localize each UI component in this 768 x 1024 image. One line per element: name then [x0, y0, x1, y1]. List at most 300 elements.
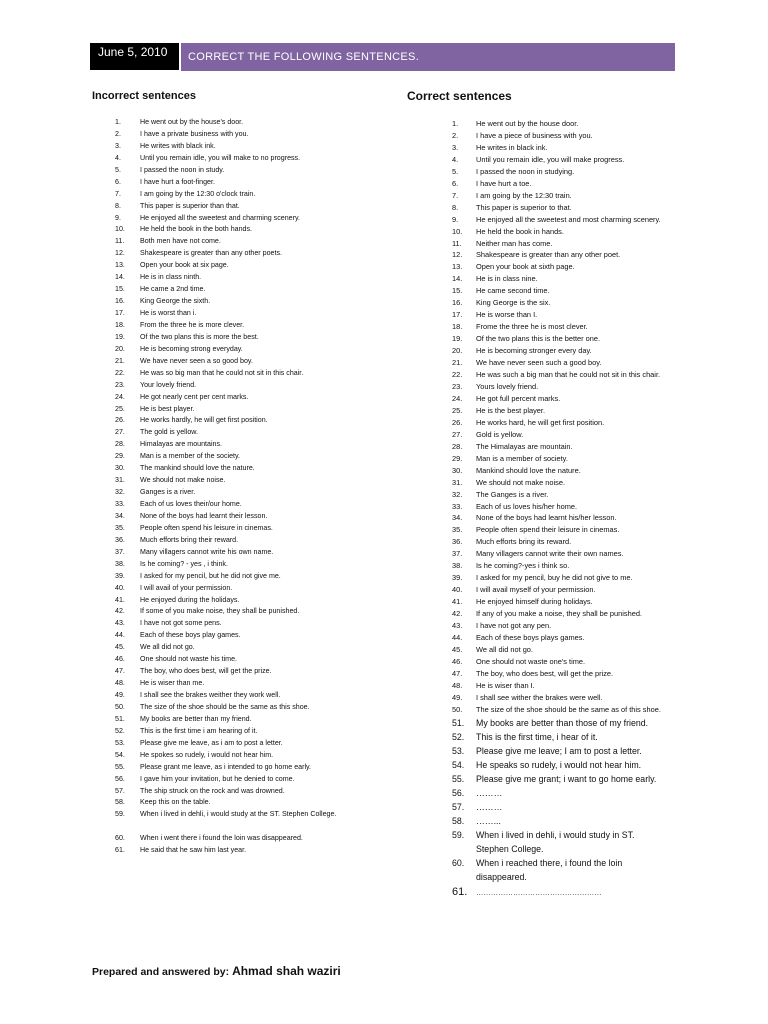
- incorrect-sentence-item: [115, 726, 395, 738]
- sentence-text: He works hardly, he will get first position.: [140, 416, 268, 425]
- sentence-text: Gold is yellow.: [476, 429, 524, 439]
- item-number: 35.: [452, 525, 463, 535]
- item-number: 29.: [452, 453, 463, 463]
- sentence-text: Shakespeare is greater than any other poet.: [476, 250, 621, 260]
- footer-label: Prepared and answered by:: [92, 966, 233, 978]
- incorrect-sentence-item: [115, 248, 395, 260]
- item-number: 29.: [115, 452, 125, 461]
- sentence-text: He is worst than i.: [140, 309, 197, 317]
- sentence-text: ……...: [476, 815, 501, 826]
- correct-sentence-item: [452, 309, 664, 321]
- item-number: 59.: [115, 810, 125, 819]
- sentence-text: We should not make noise.: [140, 476, 226, 485]
- sentence-text: He enjoyed all the sweetest and charming scenery.: [140, 213, 300, 222]
- sentence-text: ……………………………………………: [476, 888, 602, 898]
- sentence-text: Many villagers cannot write his own name.: [140, 547, 274, 556]
- item-number: 1.: [115, 118, 121, 126]
- item-number: 22.: [115, 368, 125, 377]
- item-number: 56.: [452, 787, 465, 798]
- sentence-text: Each of us loves their/our home.: [140, 500, 242, 508]
- incorrect-sentence-item: [115, 332, 395, 344]
- incorrect-sentence-item: [115, 535, 395, 547]
- incorrect-sentence-item: [115, 451, 395, 463]
- sentence-text: Is he coming?-yes i think so.: [476, 561, 570, 571]
- correct-sentence-item: [452, 142, 664, 154]
- item-number: 2.: [452, 130, 459, 140]
- item-number: 47.: [115, 667, 125, 676]
- item-number: 59.: [452, 830, 465, 841]
- item-number: 53.: [115, 738, 125, 747]
- item-number: 16.: [115, 297, 125, 306]
- item-number: 22.: [452, 370, 463, 380]
- correct-sentence-item: [452, 501, 664, 513]
- item-number: 58.: [452, 815, 465, 826]
- sentence-text: This is the first time, i hear of it.: [476, 731, 598, 742]
- incorrect-sentence-item: [115, 392, 395, 404]
- sentence-text: None of the boys had learnt their lesson.: [140, 511, 268, 520]
- incorrect-sentence-item: [115, 654, 395, 666]
- correct-sentence-item: [452, 453, 664, 465]
- correct-sentence-item: [452, 345, 664, 357]
- sentence-text: I have not got any pen.: [476, 621, 552, 631]
- item-number: 33.: [115, 500, 125, 508]
- sentence-text: ………: [476, 787, 503, 798]
- item-number: 8.: [452, 202, 459, 212]
- item-number: 40.: [115, 583, 125, 592]
- item-number: 20.: [452, 346, 463, 356]
- correct-sentence-item: [452, 758, 664, 772]
- item-number: 40.: [452, 585, 463, 595]
- item-number: 9.: [115, 213, 121, 222]
- sentence-text: My books are better than those of my friend.: [476, 717, 649, 728]
- item-number: 57.: [115, 786, 125, 795]
- sentence-text: Neither man has come.: [476, 238, 553, 248]
- item-number: 5.: [115, 165, 121, 174]
- item-number: 54.: [115, 750, 125, 759]
- incorrect-sentence-item: [115, 415, 395, 427]
- incorrect-sentence-item: [115, 475, 395, 487]
- correct-sentence-item: [452, 814, 664, 828]
- correct-sentence-item: [452, 118, 664, 130]
- incorrect-sentence-item: [115, 499, 395, 511]
- item-number: 48.: [115, 679, 125, 688]
- correct-sentence-item: [452, 357, 664, 369]
- correct-heading: Correct sentences: [407, 89, 512, 103]
- incorrect-sentence-item: [115, 642, 395, 654]
- correct-sentence-item: [452, 261, 664, 273]
- item-number: 30.: [452, 465, 463, 475]
- incorrect-sentence-item: [115, 523, 395, 535]
- item-number: 27.: [115, 428, 125, 437]
- incorrect-sentence-item: [115, 595, 395, 607]
- author-name: Ahmad shah waziri: [232, 964, 341, 978]
- item-number: 42.: [115, 607, 125, 616]
- sentence-text: People often spend his leisure in cinemas.: [140, 523, 273, 532]
- sentence-text: Open your book at six page.: [140, 261, 229, 270]
- incorrect-sentence-item: [115, 702, 395, 714]
- item-number: 56.: [115, 774, 125, 783]
- correct-sentence-item: [452, 321, 664, 333]
- incorrect-sentence-item: [115, 559, 395, 571]
- sentence-text: He enjoyed himself during holidays.: [476, 597, 593, 607]
- item-number: 53.: [452, 745, 465, 756]
- incorrect-sentence-item: [115, 463, 395, 475]
- sentence-text: The size of the shoe should be the same as this shoe.: [140, 702, 310, 711]
- sentence-text: I have a piece of business with you.: [476, 130, 593, 140]
- correct-sentence-item: [452, 393, 664, 405]
- correct-sentence-item: [452, 285, 664, 297]
- item-number: 8.: [115, 201, 121, 210]
- incorrect-sentence-item: [115, 583, 395, 595]
- correct-sentence-item: [452, 548, 664, 560]
- incorrect-sentence-item: [115, 487, 395, 499]
- page-title: CORRECT THE FOLLOWING SENTENCES.: [181, 43, 675, 71]
- item-number: 39.: [115, 571, 125, 580]
- sentence-text: Shakespeare is greater than any other poets.: [140, 249, 282, 258]
- correct-sentence-item: [452, 477, 664, 489]
- sentence-text: Each of these boys play games.: [140, 631, 241, 640]
- sentence-text: One should not waste one's time.: [476, 656, 586, 666]
- item-number: 57.: [452, 801, 465, 812]
- incorrect-sentence-item: [115, 177, 395, 189]
- incorrect-sentence-item: [115, 678, 395, 690]
- item-number: 31.: [452, 477, 463, 487]
- sentence-text: He works hard, he will get first position.: [476, 417, 605, 427]
- incorrect-sentence-item: [115, 618, 395, 630]
- correct-sentence-item: [452, 512, 664, 524]
- item-number: 26.: [452, 417, 463, 427]
- incorrect-sentence-item: [115, 308, 395, 320]
- incorrect-sentence-item: [115, 380, 395, 392]
- item-number: 24.: [452, 393, 463, 403]
- sentence-text: He came a 2nd time.: [140, 285, 206, 294]
- sentence-text: Is he coming? - yes , i think.: [140, 559, 228, 568]
- correct-sentence-item: [452, 405, 664, 417]
- correct-sentence-item: [452, 608, 664, 620]
- incorrect-sentence-item: [115, 738, 395, 750]
- sentence-text: He got full percent marks.: [476, 393, 561, 403]
- sentence-text: My books are better than my friend.: [140, 714, 252, 723]
- correct-sentence-item: [452, 465, 664, 477]
- sentence-text: He is the best player.: [476, 405, 546, 415]
- correct-sentence-item: [452, 620, 664, 632]
- sentence-text: When i went there i found the loin was disappeared.: [140, 834, 303, 843]
- sentence-text: People often spend their leisure in cinemas.: [476, 525, 620, 535]
- sentence-text: We all did not go.: [476, 644, 533, 654]
- correct-sentence-item: [452, 202, 664, 214]
- item-number: 61.: [452, 886, 468, 899]
- sentence-text: I shall see wither the brakes were well.: [476, 692, 603, 702]
- correct-sentence-item: [452, 668, 664, 680]
- sentence-text: He got nearly cent per cent marks.: [140, 392, 249, 401]
- incorrect-sentence-item: [115, 224, 395, 236]
- correct-sentence-item: [452, 800, 664, 814]
- sentence-text: Many villagers cannot write their own names.: [476, 549, 624, 559]
- item-number: 11.: [452, 238, 462, 248]
- sentence-text: I have hurt a foot-finger.: [140, 177, 215, 186]
- sentence-text: He is wiser than I.: [476, 680, 535, 690]
- sentence-text: He was such a big man that he could not sit in this chair.: [476, 370, 661, 380]
- incorrect-sentence-item: [115, 750, 395, 762]
- sentence-text: We have never seen such a good boy.: [476, 358, 602, 368]
- correct-sentence-item: [452, 536, 664, 548]
- sentence-text: When i lived in dehli, i would study in ST. Stephen College.: [476, 830, 635, 855]
- correct-sentence-item: [452, 716, 664, 730]
- item-number: 14.: [115, 273, 125, 282]
- correct-sentence-item: [452, 596, 664, 608]
- sentence-text: Both men have not come.: [140, 237, 221, 246]
- sentence-text: I have hurt a toe.: [476, 178, 532, 188]
- item-number: 26.: [115, 416, 125, 425]
- item-number: 37.: [452, 549, 463, 559]
- item-number: 6.: [115, 177, 121, 186]
- sentence-text: This is the first time i am hearing of it.: [140, 726, 258, 735]
- item-number: 60.: [452, 858, 465, 869]
- sentence-text: This paper is superior to that.: [476, 202, 572, 212]
- incorrect-sentence-item: [115, 129, 395, 141]
- item-number: 3.: [115, 141, 121, 150]
- incorrect-sentence-item: [115, 571, 395, 583]
- sentence-text: I have a private business with you.: [140, 129, 249, 138]
- incorrect-sentence-item: [115, 344, 395, 356]
- sentence-text: Man is a member of the society.: [140, 452, 241, 461]
- sentence-text: He came second time.: [476, 286, 550, 296]
- item-number: 17.: [452, 310, 463, 320]
- incorrect-sentence-item: [115, 272, 395, 284]
- item-number: 39.: [452, 573, 463, 583]
- sentence-text: I shall see the brakes weither they work well.: [140, 691, 281, 699]
- sentence-text: Himalayas are mountains.: [140, 440, 223, 449]
- sentence-text: If some of you make noise, they shall be punished.: [140, 607, 300, 616]
- item-number: 35.: [115, 523, 125, 532]
- sentence-text: Keep this on the table.: [140, 798, 211, 807]
- incorrect-sentence-item: [115, 630, 395, 642]
- sentence-text: Of the two plans this is the better one.: [476, 334, 601, 344]
- item-number: 12.: [452, 250, 463, 260]
- item-number: 55.: [115, 762, 125, 771]
- sentence-text: The boy, who does best, will get the prize.: [476, 668, 614, 678]
- sentence-text: Mankind should love the nature.: [476, 465, 581, 475]
- item-number: 50.: [115, 702, 125, 711]
- item-number: 44.: [452, 632, 463, 642]
- item-number: 60.: [115, 834, 125, 843]
- incorrect-sentence-item: [115, 236, 395, 248]
- item-number: 47.: [452, 668, 463, 678]
- item-number: 43.: [115, 619, 125, 628]
- item-number: 1.: [452, 119, 459, 128]
- sentence-text: None of the boys had learnt his/her lesson.: [476, 513, 617, 523]
- incorrect-sentence-item: [115, 606, 395, 618]
- item-number: 24.: [115, 392, 125, 401]
- correct-sentence-item: [452, 178, 664, 190]
- incorrect-sentence-item: [115, 117, 395, 129]
- correct-sentence-item: [452, 572, 664, 584]
- item-number: 38.: [115, 559, 125, 568]
- item-number: 32.: [115, 488, 125, 497]
- sentence-text: He is wiser than me.: [140, 679, 205, 688]
- incorrect-sentence-item: [115, 547, 395, 559]
- item-number: 32.: [452, 489, 463, 499]
- sentence-text: He is in class nine.: [476, 274, 538, 284]
- item-number: 51.: [452, 717, 465, 728]
- item-number: 21.: [115, 356, 125, 365]
- incorrect-sentence-item: [115, 141, 395, 153]
- sentence-text: Man is a member of society.: [476, 453, 568, 463]
- incorrect-sentence-item: [115, 786, 395, 798]
- item-number: 61.: [115, 846, 125, 855]
- item-number: 48.: [452, 680, 463, 690]
- incorrect-sentence-item: [115, 260, 395, 272]
- incorrect-sentence-item: [115, 714, 395, 726]
- item-number: 7.: [452, 190, 459, 200]
- incorrect-sentence-item: [115, 774, 395, 786]
- item-number: 37.: [115, 547, 125, 556]
- correct-sentence-item: [452, 238, 664, 250]
- item-number: 19.: [115, 332, 125, 341]
- sentence-text: He writes with black ink.: [140, 141, 216, 150]
- sentence-text: I passed the noon in study.: [140, 165, 225, 174]
- sentence-text: He went out by the house door.: [476, 119, 579, 128]
- item-number: 10.: [115, 225, 125, 234]
- item-number: 30.: [115, 464, 125, 473]
- correct-sentence-item: [452, 249, 664, 261]
- sentence-text: He held the book in hands.: [476, 226, 564, 236]
- correct-sentence-item: [452, 692, 664, 704]
- correct-sentence-item: [452, 297, 664, 309]
- item-number: 3.: [452, 142, 459, 152]
- sentence-text: We have never seen a so good boy.: [140, 356, 253, 365]
- item-number: 52.: [452, 731, 465, 742]
- sentence-text: King George the sixth.: [140, 297, 211, 306]
- item-number: 50.: [452, 704, 463, 714]
- item-number: 45.: [452, 644, 463, 654]
- correct-sentence-item: [452, 560, 664, 572]
- item-number: 54.: [452, 759, 465, 770]
- correct-sentence-item: [452, 704, 664, 716]
- sentence-text: Of the two plans this is more the best.: [140, 332, 259, 341]
- item-number: 11.: [115, 237, 125, 246]
- sentence-text: Each of these boys plays games.: [476, 632, 585, 642]
- item-number: 45.: [115, 643, 125, 652]
- sentence-text: When i lived in dehli, i would study at the ST. Stephen College.: [140, 810, 337, 819]
- incorrect-sentence-item: [115, 296, 395, 308]
- sentence-text: He said that he saw him last year.: [140, 846, 247, 855]
- correct-sentence-item: [452, 730, 664, 744]
- item-number: 31.: [115, 476, 125, 485]
- item-number: 4.: [452, 154, 459, 164]
- correct-sentence-item: [452, 226, 664, 238]
- item-number: 2.: [115, 129, 121, 138]
- item-number: 16.: [452, 298, 463, 308]
- sentence-text: He spokes so rudely, i would not hear him.: [140, 750, 274, 759]
- correct-sentence-item: [452, 584, 664, 596]
- incorrect-sentence-item: [115, 368, 395, 380]
- correct-sentence-item: [452, 632, 664, 644]
- sentence-text: ………: [476, 801, 503, 812]
- correct-sentence-item: [452, 166, 664, 178]
- incorrect-sentence-item: [115, 404, 395, 416]
- date-label: June 5, 2010: [90, 43, 179, 70]
- item-number: 55.: [452, 773, 465, 784]
- item-number: 38.: [452, 561, 463, 571]
- item-number: 36.: [115, 535, 125, 544]
- correct-sentence-item: [452, 744, 664, 758]
- item-number: 27.: [452, 429, 463, 439]
- sentence-text: Please give me leave; I am to post a letter.: [476, 745, 642, 756]
- incorrect-sentence-item: [115, 809, 395, 833]
- item-number: 44.: [115, 631, 125, 640]
- item-number: 34.: [452, 513, 463, 523]
- sentence-text: If any of you make a noise, they shall be punished.: [476, 609, 642, 619]
- correct-sentence-list: [452, 118, 664, 901]
- sentence-text: He enjoyed during the holidays.: [140, 595, 240, 604]
- sentence-text: He held the book in the both hands.: [140, 225, 253, 234]
- item-number: 42.: [452, 609, 463, 619]
- incorrect-sentence-item: [115, 189, 395, 201]
- sentence-text: I will avail of your permission.: [140, 583, 233, 592]
- correct-sentence-item: [452, 680, 664, 692]
- sentence-text: I will avail myself of your permission.: [476, 585, 596, 595]
- sentence-text: Frome the three he is most clever.: [476, 322, 588, 332]
- correct-sentence-item: [452, 381, 664, 393]
- sentence-text: King George is the six.: [476, 298, 551, 308]
- sentence-text: Each of us loves his/her home.: [476, 501, 578, 511]
- sentence-text: I gave him your invitation, but he denied to come.: [140, 774, 295, 783]
- item-number: 18.: [115, 320, 125, 329]
- item-number: 21.: [452, 358, 463, 368]
- item-number: 28.: [452, 441, 463, 451]
- sentence-text: He was so big man that he could not sit in this chair.: [140, 368, 304, 377]
- sentence-text: The boy, who does best, will get the prize.: [140, 667, 272, 676]
- incorrect-heading: Incorrect sentences: [92, 90, 196, 102]
- correct-sentence-item: [452, 656, 664, 668]
- incorrect-sentence-item: [115, 284, 395, 296]
- correct-sentence-item: [452, 441, 664, 453]
- item-number: 10.: [452, 226, 463, 236]
- sentence-text: One should not waste his time.: [140, 655, 237, 664]
- item-number: 49.: [452, 692, 463, 702]
- sentence-text: He is becoming strong everyday.: [140, 344, 243, 353]
- item-number: 46.: [115, 655, 125, 664]
- correct-sentence-item: [452, 154, 664, 166]
- correct-sentence-item: [452, 828, 664, 856]
- incorrect-sentence-item: [115, 845, 395, 857]
- item-number: 6.: [452, 178, 459, 188]
- incorrect-sentence-item: [115, 690, 395, 702]
- sentence-text: He is best player.: [140, 404, 195, 413]
- incorrect-sentence-item: [115, 356, 395, 368]
- item-number: 41.: [452, 597, 463, 607]
- correct-sentence-item: [452, 214, 664, 226]
- sentence-text: This paper is superior than that.: [140, 201, 240, 210]
- sentence-text: He writes in black ink.: [476, 142, 548, 152]
- sentence-text: We all did not go.: [140, 643, 195, 652]
- correct-sentence-item: [452, 369, 664, 381]
- sentence-text: He is becoming stronger every day.: [476, 346, 592, 356]
- sentence-text: Please give me grant; i want to go home early.: [476, 773, 657, 784]
- sentence-text: The gold is yellow.: [140, 428, 198, 437]
- item-number: 19.: [452, 334, 463, 344]
- item-number: 41.: [115, 595, 125, 604]
- sentence-text: Yours lovely friend.: [476, 381, 539, 391]
- sentence-text: I asked for my pencil, but he did not give me.: [140, 571, 281, 580]
- item-number: 17.: [115, 309, 125, 317]
- sentence-text: Until you remain idle, you will make progress.: [476, 154, 625, 164]
- sentence-text: I am going by the 12:30 train.: [476, 190, 572, 200]
- correct-sentence-item: [452, 524, 664, 536]
- sentence-text: He enjoyed all the sweetest and most charming scenery.: [476, 214, 661, 224]
- incorrect-sentence-item: [115, 320, 395, 332]
